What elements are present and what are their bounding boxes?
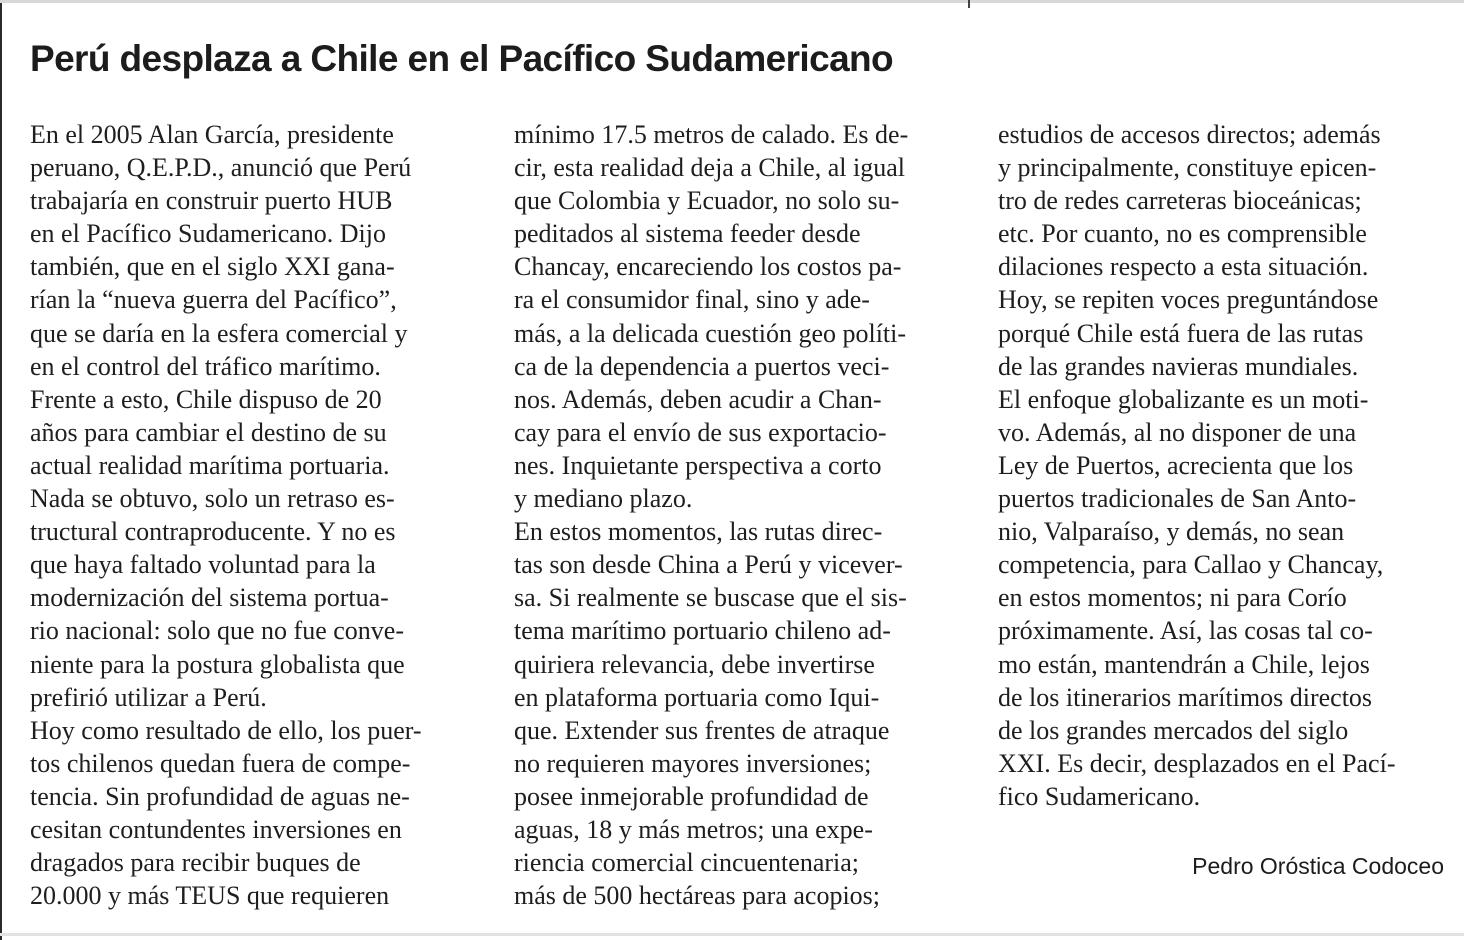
- article-text-line: estudios de accesos directos; además: [998, 120, 1381, 149]
- article-text-line: Ley de Puertos, acrecienta que los: [998, 450, 1354, 480]
- article-text-line: Frente a esto, Chile dispuso de 20: [30, 384, 382, 414]
- article-text-line: cay para el envío de sus exportacio-: [514, 417, 887, 447]
- article-text-line: tructural contraproducente. Y no es: [30, 517, 396, 547]
- article-text-line: En el 2005 Alan García, presidente: [30, 120, 394, 149]
- article-text-line: riencia comercial cincuentenaria;: [514, 848, 860, 878]
- article-text-line: en estos momentos; ni para Corío: [998, 583, 1347, 613]
- article-text-line: Nada se obtuvo, solo un retraso es-: [30, 484, 395, 514]
- article-text-line: tos chilenos quedan fuera de compe-: [30, 748, 411, 778]
- article-text-line: ca de la dependencia a puertos veci-: [514, 351, 890, 381]
- article-text-line: peditados al sistema feeder desde: [514, 219, 861, 249]
- article-text-line: 20.000 y más TEUS que requieren: [30, 881, 390, 911]
- article-text-line: de las grandes navieras mundiales.: [998, 351, 1359, 381]
- article-text-line: tencia. Sin profundidad de aguas ne-: [30, 781, 410, 811]
- article-text-line: no requieren mayores inversiones;: [514, 748, 872, 778]
- top-column-tick: [968, 0, 970, 8]
- article-column-1: [30, 118, 480, 912]
- article-byline: Pedro Oróstica Codoceo: [1192, 853, 1444, 879]
- article-text-line: prefirió utilizar a Perú.: [30, 682, 267, 712]
- article-text-line: sa. Si realmente se buscase que el sis-: [514, 583, 907, 613]
- article-text-line: cesitan contundentes inversiones en: [30, 814, 402, 844]
- article-text-line: tro de redes carreteras bioceánicas;: [998, 186, 1362, 216]
- article-text-line: mo están, mantendrán a Chile, lejos: [998, 649, 1370, 679]
- article-text-line: nio, Valparaíso, y demás, no sean: [998, 517, 1345, 547]
- article-text-line: modernización del sistema portua-: [30, 583, 389, 613]
- article-text-line: actual realidad marítima portuaria.: [30, 450, 390, 480]
- article-text-line: peruano, Q.E.P.D., anunció que Perú: [30, 153, 412, 183]
- article-text-line: que haya faltado voluntad para la: [30, 550, 376, 580]
- article-text-line: próximamente. Así, las cosas tal co-: [998, 616, 1373, 646]
- article-text-line: El enfoque globalizante es un moti-: [998, 384, 1369, 414]
- article-text-line: Hoy como resultado de ello, los puer-: [30, 715, 422, 745]
- article-text-line: posee inmejorable profundidad de: [514, 781, 869, 811]
- article-text-line: dilaciones respecto a esta situación.: [998, 252, 1369, 282]
- article-text-line: fico Sudamericano.: [998, 781, 1201, 811]
- article-text-line: de los grandes mercados del siglo: [998, 715, 1349, 745]
- article-text-line: vo. Además, al no disponer de una: [998, 417, 1357, 447]
- article-text-line: nes. Inquietante perspectiva a corto: [514, 450, 882, 480]
- article-text-line: tema marítimo portuario chileno ad-: [514, 616, 891, 646]
- article-text-line: Hoy, se repiten voces preguntándose: [998, 285, 1379, 315]
- article-text-line: años para cambiar el destino de su: [30, 417, 387, 447]
- article-text-line: aguas, 18 y más metros; una expe-: [514, 814, 873, 844]
- top-divider: [0, 0, 1464, 3]
- article-headline: Perú desplaza a Chile en el Pacífico Sudamericano: [30, 38, 894, 79]
- article-text-line: que Colombia y Ecuador, no solo su-: [514, 186, 900, 216]
- article-text-line: trabajaría en construir puerto HUB: [30, 186, 393, 216]
- article-text-line: etc. Por cuanto, no es comprensible: [998, 219, 1367, 249]
- article-column-2: [514, 118, 964, 912]
- article-text-line: niente para la postura globalista que: [30, 649, 405, 679]
- article-column-3: [998, 118, 1448, 813]
- article-text-line: en plataforma portuaria como Iqui-: [514, 682, 880, 712]
- article-text-line: y mediano plazo.: [514, 484, 693, 514]
- article-text-line: porqué Chile está fuera de las rutas: [998, 318, 1364, 348]
- article-text-line: XXI. Es decir, desplazados en el Pací-: [998, 748, 1396, 778]
- article-text-line: cir, esta realidad deja a Chile, al igual: [514, 153, 905, 183]
- bottom-divider: [0, 933, 1464, 936]
- article-text-line: dragados para recibir buques de: [30, 848, 361, 878]
- page-left-border: [0, 0, 2, 940]
- article-text-line: y principalmente, constituye epicen-: [998, 153, 1377, 183]
- article-text-line: tas son desde China a Perú y vicever-: [514, 550, 903, 580]
- article-text-line: Chancay, encareciendo los costos pa-: [514, 252, 902, 282]
- article-text-line: competencia, para Callao y Chancay,: [998, 550, 1384, 580]
- article-text-line: nos. Además, deben acudir a Chan-: [514, 384, 882, 414]
- article-text-line: más de 500 hectáreas para acopios;: [514, 881, 881, 911]
- article-text-line: ra el consumidor final, sino y ade-: [514, 285, 870, 315]
- article-text-line: mínimo 17.5 metros de calado. Es de-: [514, 120, 909, 149]
- article-text-line: En estos momentos, las rutas direc-: [514, 517, 883, 547]
- article-text-line: de los itinerarios marítimos directos: [998, 682, 1373, 712]
- article-text-line: también, que en el siglo XXI gana-: [30, 252, 395, 282]
- article-text-line: que. Extender sus frentes de atraque: [514, 715, 890, 745]
- article-text-line: que se daría en la esfera comercial y: [30, 318, 408, 348]
- article-text-line: en el Pacífico Sudamericano. Dijo: [30, 219, 386, 249]
- article-text-line: puertos tradicionales de San Anto-: [998, 484, 1357, 514]
- article-text-line: quiriera relevancia, debe invertirse: [514, 649, 875, 679]
- article-text-line: en el control del tráfico marítimo.: [30, 351, 381, 381]
- article-text-line: más, a la delicada cuestión geo políti-: [514, 318, 907, 348]
- article-text-line: rio nacional: solo que no fue conve-: [30, 616, 404, 646]
- article-text-line: rían la “nueva guerra del Pacífico”,: [30, 285, 397, 315]
